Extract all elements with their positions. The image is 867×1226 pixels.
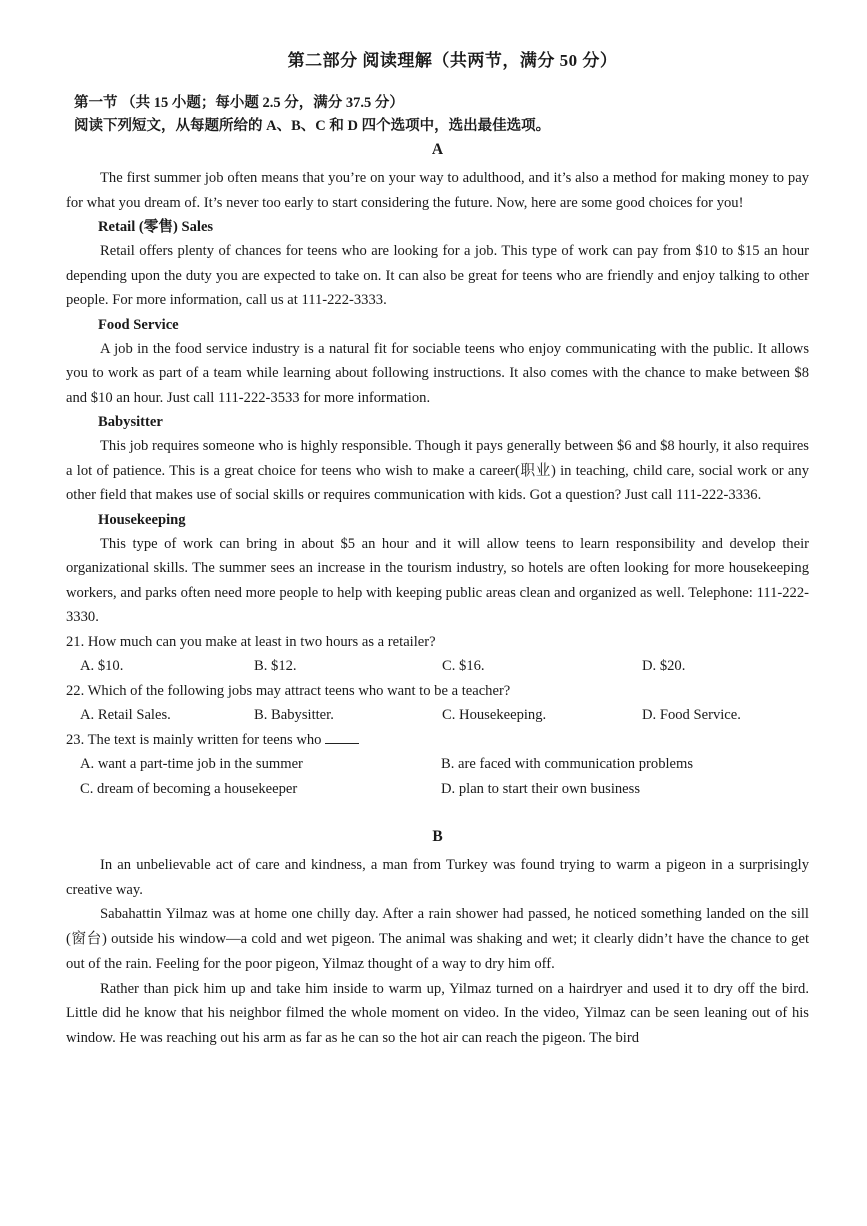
housekeeping-heading: Housekeeping <box>98 511 186 528</box>
section-instruction: 阅读下列短文，从每题所给的 A、B、C 和 D 四个选项中，选出最佳选项。 <box>74 118 551 134</box>
food-service-heading: Food Service <box>98 316 179 333</box>
question-22-options <box>66 703 809 728</box>
passage-a-intro: The first summer job often means that you’re on your way to adulthood, and it’s also a method for making money to pay for what you dream of. It’s never too early to start considering the future. Now, here are some good choices for you! <box>66 170 809 211</box>
passage-a-letter: A <box>431 141 444 158</box>
passage-b-paragraph: In an unbelievable act of care and kindness, a man from Turkey was found trying to warm a pigeon in a surprisingly creative way. <box>66 857 809 898</box>
passage-b-letter: B <box>432 828 443 845</box>
retail-text: Retail offers plenty of chances for teens who are looking for a job. This type of work can pay from $10 to $15 an hour depending upon the duty you are expected to take on. It can also be great for teens who are friendly and enjoy talking to other people. For more information, call us at 111-222-3333. <box>66 243 809 308</box>
option-c: C. dream of becoming a housekeeper <box>80 780 298 797</box>
option-a: A. want a part-time job in the summer <box>80 756 303 772</box>
passage-b-paragraph: Sabahattin Yilmaz was at home one chilly day. After a rain shower had passed, he noticed something landed on the sill (窗台) outside his window—a cold and wet pigeon. The animal was shaking and wet; it clearly didn’t have the chance to get out of the rain. Feeling for the poor pigeon, Yilmaz thought of a way to dry him off. <box>66 906 809 972</box>
question-21: 21. How much can you make at least in two hours as a retailer? <box>66 633 436 650</box>
retail-heading: Retail (零售) Sales <box>98 219 214 235</box>
option-d: D. plan to start their own business <box>441 780 641 797</box>
question-23 <box>66 728 809 753</box>
option-b: B. are faced with communication problems <box>441 756 694 772</box>
question-23-stem: 23. The text is mainly written for teens who <box>66 731 322 748</box>
question-23-options-row-1 <box>66 752 809 777</box>
housekeeping-text: This type of work can bring in about $5 an hour and it will allow teens to learn responsibility and develop their organizational skills. The summer sees an increase in the tourism industry, so hotels are often looking for more housekeeping workers, and parks often need more people to help with keeping public areas clean and organized as well. Telephone: 111-222-3330. <box>66 535 809 625</box>
option-a: A. Retail Sales. <box>80 707 171 723</box>
question-23-options-row-2 <box>66 777 809 802</box>
question-21-options <box>66 654 809 679</box>
option-d: D. $20. <box>642 658 686 674</box>
option-c: C. $16. <box>442 658 485 674</box>
option-c: C. Housekeeping. <box>442 707 547 723</box>
option-a: A. $10. <box>80 658 124 674</box>
passage-b-paragraph: Rather than pick him up and take him inside to warm up, Yilmaz turned on a hairdryer and used it to dry off the bird. Little did he know that his neighbor filmed the whole moment on video. In the video, Yilmaz can be seen leaning out of his window. He was reaching out his arm as far as he can so the hot air can reach the pigeon. The bird <box>66 980 809 1046</box>
answer-blank <box>325 729 359 744</box>
food-service-text: A job in the food service industry is a natural fit for sociable teens who enjoy communicating with the public. It allows you to work as part of a team while learning about following instructions. It also comes with the chance to make between $8 and $10 an hour. Just call 111-222-3533 for more information. <box>66 340 809 406</box>
question-22: 22. Which of the following jobs may attract teens who want to be a teacher? <box>66 682 511 699</box>
section-heading: 第一节 （共 15 小题；每小题 2.5 分，满分 37.5 分） <box>74 95 404 111</box>
option-d: D. Food Service. <box>642 707 741 723</box>
part-title: 第二部分 阅读理解（共两节，满分 50 分） <box>287 51 618 70</box>
babysitter-text: This job requires someone who is highly responsible. Though it pays generally between $6 and $8 hourly, it also requires a lot of patience. This is a great choice for teens who wish to make a career(职业) in teaching, child care, social work or any other field that makes use of social skills or requires communication with kids. Got a question? Just call 111-222-3336. <box>66 438 809 503</box>
option-b: B. $12. <box>254 658 297 674</box>
babysitter-heading: Babysitter <box>98 414 163 430</box>
option-b: B. Babysitter. <box>254 707 334 723</box>
